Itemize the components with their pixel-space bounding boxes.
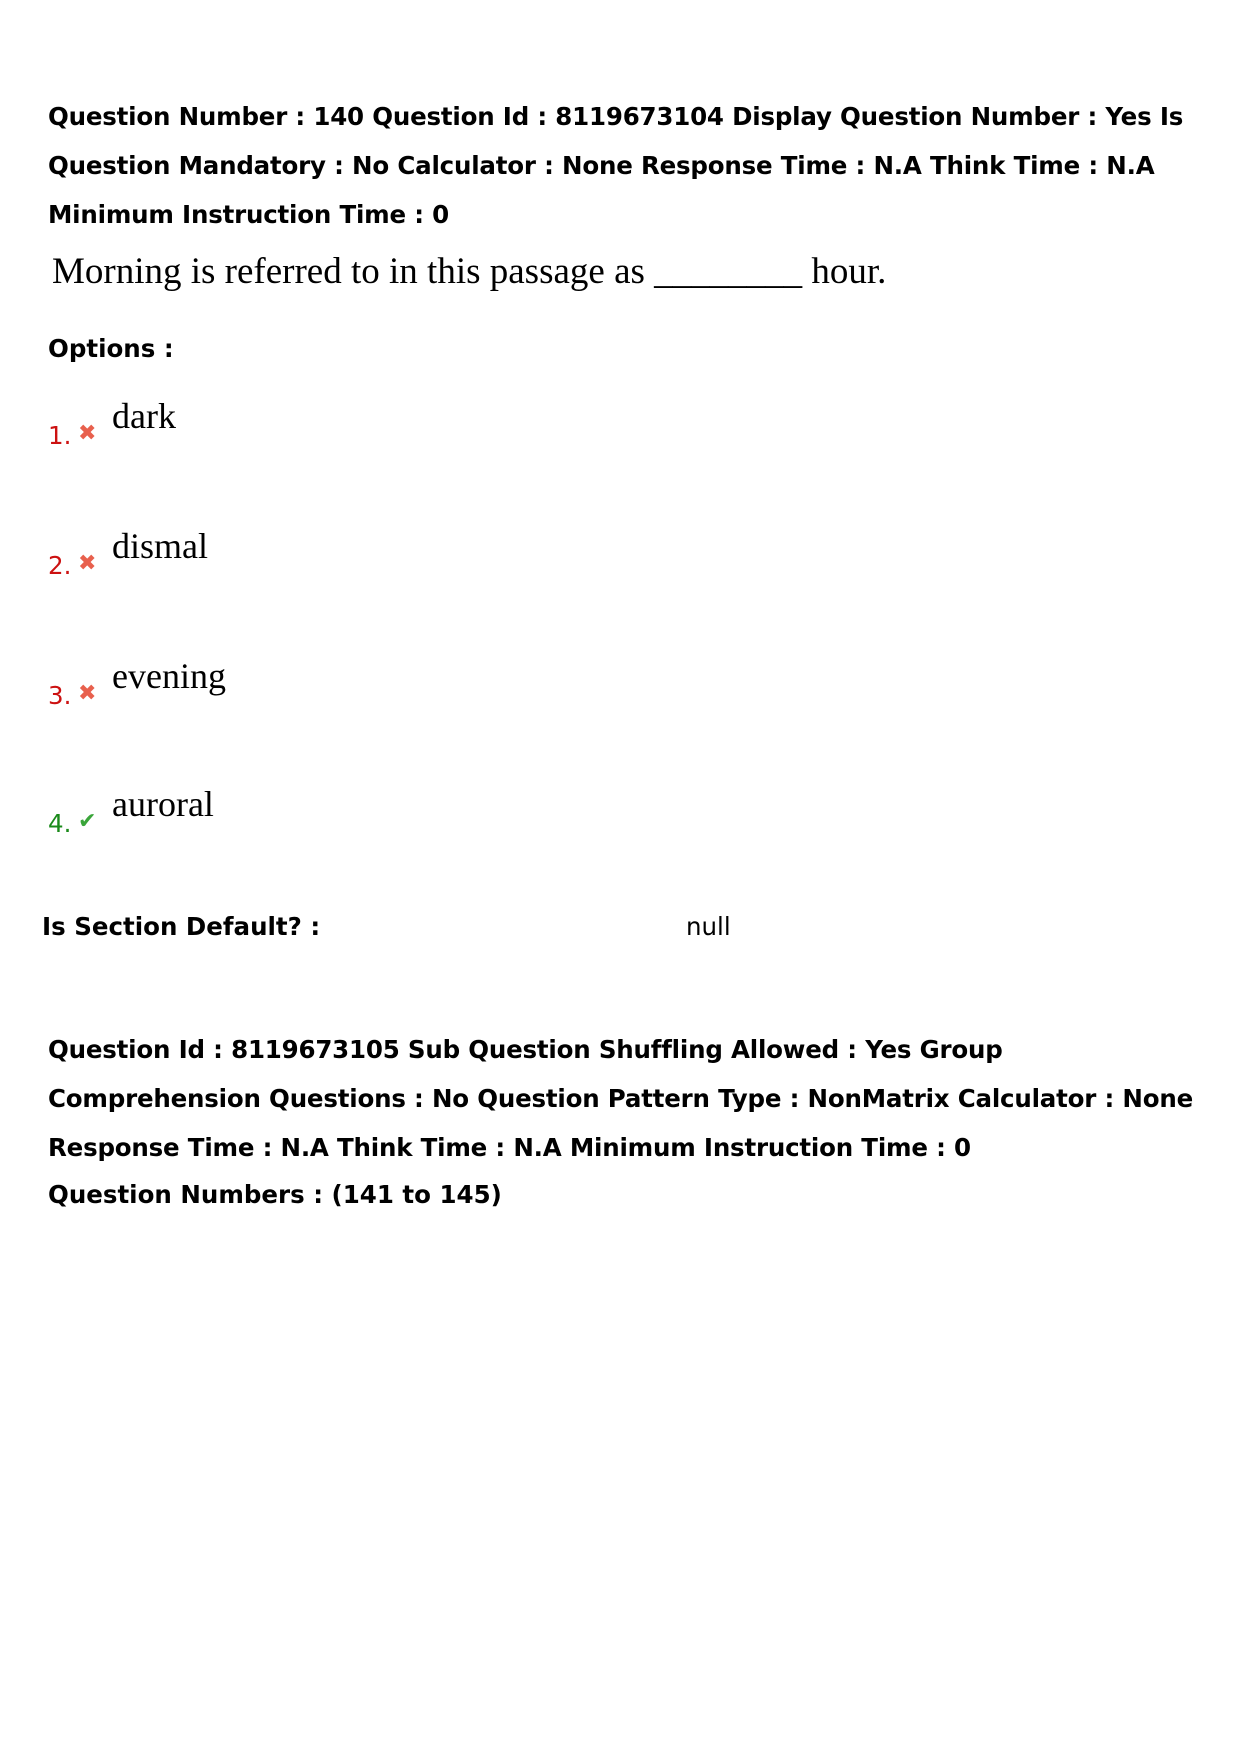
question-stem: Morning is referred to in this passage as ________ hour. bbox=[52, 251, 887, 292]
check-icon: ✔ bbox=[78, 809, 97, 834]
option-number: 2. bbox=[48, 551, 72, 580]
option-1 bbox=[48, 395, 648, 455]
option-text: dismal bbox=[112, 526, 208, 566]
option-text: evening bbox=[112, 656, 226, 696]
option-2 bbox=[48, 525, 648, 585]
question-metadata: Question Number : 140 Question Id : 8119673104 Display Question Number : Yes Is Question Mandatory : No Calculator : None Response Time : N.A Think Time : N.A Minimum Instruction Time : 0 bbox=[48, 102, 1184, 229]
cross-icon: ✖ bbox=[78, 551, 97, 576]
options-label: Options : bbox=[48, 334, 174, 363]
option-3 bbox=[48, 655, 648, 715]
option-number: 1. bbox=[48, 421, 72, 450]
option-4 bbox=[48, 783, 648, 843]
option-number: 4. bbox=[48, 809, 72, 838]
option-text: dark bbox=[112, 396, 176, 436]
section-default-value: null bbox=[686, 912, 731, 941]
cross-icon: ✖ bbox=[78, 421, 97, 446]
option-text: auroral bbox=[112, 784, 214, 824]
section-default-label: Is Section Default? : bbox=[42, 912, 321, 941]
question-numbers: Question Numbers : (141 to 145) bbox=[48, 1180, 502, 1209]
cross-icon: ✖ bbox=[78, 681, 97, 706]
option-number: 3. bbox=[48, 681, 72, 710]
group-metadata: Question Id : 8119673105 Sub Question Shuffling Allowed : Yes Group Comprehension Questions : No Question Pattern Type : NonMatrix Calculator : None Response Time : N.A Think Time : N.A Minimum Instruction Time : 0 bbox=[48, 1035, 1194, 1162]
